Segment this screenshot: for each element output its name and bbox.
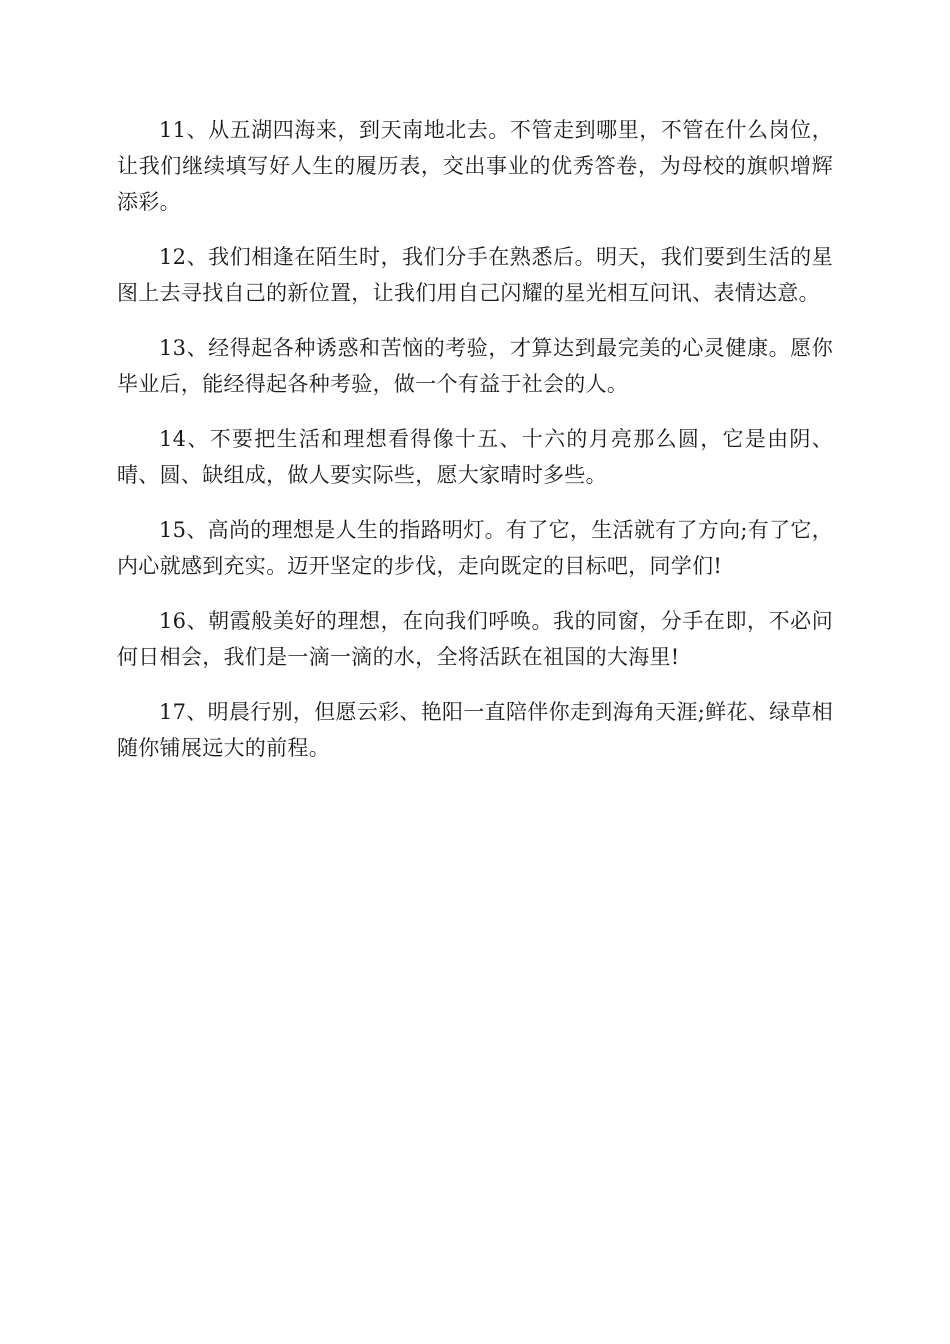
paragraph-15: 15、高尚的理想是人生的指路明灯。有了它，生活就有了方向;有了它，内心就感到充实。迈开坚定的步伐，走向既定的目标吧，同学们! [117, 518, 833, 578]
paragraph-12: 12、我们相逢在陌生时，我们分手在熟悉后。明天，我们要到生活的星图上去寻找自己的新位置，让我们用自己闪耀的星光相互问讯、表情达意。 [117, 245, 833, 305]
paragraph-14: 14、不要把生活和理想看得像十五、十六的月亮那么圆，它是由阴、晴、圆、缺组成，做人要实际些，愿大家晴时多些。 [117, 427, 833, 487]
paragraph-16: 16、朝霞般美好的理想，在向我们呼唤。我的同窗，分手在即，不必问何日相会，我们是一滴一滴的水，全将活跃在祖国的大海里! [117, 609, 833, 669]
document-body [117, 112, 833, 785]
paragraph-17: 17、明晨行别，但愿云彩、艳阳一直陪伴你走到海角天涯;鲜花、绿草相随你铺展远大的前程。 [117, 700, 833, 760]
paragraph-13: 13、经得起各种诱惑和苦恼的考验，才算达到最完美的心灵健康。愿你毕业后，能经得起各种考验，做一个有益于社会的人。 [117, 336, 833, 396]
paragraph-11: 11、从五湖四海来，到天南地北去。不管走到哪里，不管在什么岗位，让我们继续填写好人生的履历表，交出事业的优秀答卷，为母校的旗帜增辉添彩。 [117, 118, 833, 214]
